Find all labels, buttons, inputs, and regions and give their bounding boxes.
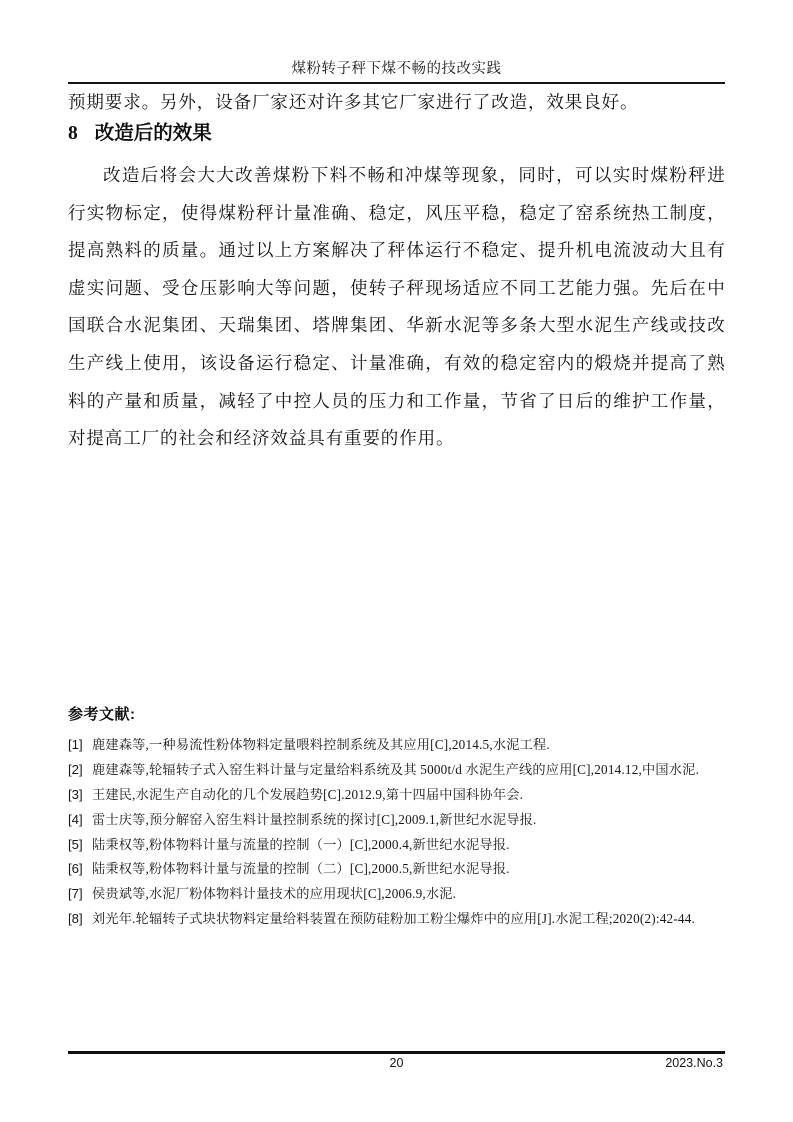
reference-number: [1] <box>68 737 83 752</box>
reference-item <box>68 808 728 833</box>
reference-text: 鹿建森等,一种易流性粉体物料定量喂料控制系统及其应用[C],2014.5,水泥工程. <box>92 737 550 752</box>
header-divider <box>68 82 725 84</box>
section-number: 8 <box>68 123 78 144</box>
reference-item <box>68 733 728 758</box>
references-heading: 参考文献: <box>68 706 136 723</box>
reference-text: 雷士庆等,预分解窑入窑生料计量控制系统的探讨[C],2009.1,新世纪水泥导报. <box>92 811 537 827</box>
reference-number: [3] <box>68 786 83 802</box>
reference-item <box>68 907 728 932</box>
reference-text: 鹿建森等,轮辐转子式入窑生料计量与定量给料系统及其 5000t/d 水泥生产线的应用[C],2014.12,中国水泥. <box>92 761 700 777</box>
reference-number: [4] <box>68 811 83 827</box>
paragraph-line: 对提高工厂的社会和经济效益具有重要的作用。 <box>68 428 455 449</box>
reference-text: 陆秉权等,粉体物料计量与流量的控制（二）[C],2000.5,新世纪水泥导报. <box>92 861 510 877</box>
issue-label: 2023.No.3 <box>665 1056 723 1070</box>
paragraph-line: 虚实问题、受仓压影响大等问题，使转子秤现场适应不同工艺能力强。先后在中 <box>68 277 725 298</box>
paragraph-line: 料的产量和质量，减轻了中控人员的压力和工作量，节省了日后的维护工作量， <box>68 390 725 411</box>
reference-number: [2] <box>68 761 83 777</box>
carried-over-paragraph-line: 预期要求。另外，设备厂家还对许多其它厂家进行了改造，效果良好。 <box>68 92 639 112</box>
reference-text: 王建民,水泥生产自动化的几个发展趋势[C].2012.9,第十四届中国科协年会. <box>92 786 524 802</box>
paragraph-line: 国联合水泥集团、天瑞集团、塔牌集团、华新水泥等多条大型水泥生产线或技改 <box>68 315 725 336</box>
reference-item <box>68 833 728 858</box>
reference-number: [8] <box>68 911 83 927</box>
paragraph-line: 行实物标定，使得煤粉秤计量准确、稳定，风压平稳，稳定了窑系统热工制度， <box>68 202 725 223</box>
reference-item <box>68 882 728 907</box>
section-heading <box>68 117 725 145</box>
reference-text: 陆秉权等,粉体物料计量与流量的控制（一）[C],2000.4,新世纪水泥导报. <box>92 836 510 852</box>
reference-item <box>68 857 728 882</box>
reference-text: 侯贵斌等,水泥厂粉体物料计量技术的应用现状[C],2006.9,水泥. <box>92 886 457 902</box>
reference-number: [7] <box>68 886 83 902</box>
reference-number: [5] <box>68 836 83 852</box>
paragraph-line: 改造后将会大大改善煤粉下料不畅和冲煤等现象，同时，可以实时煤粉秤进 <box>103 165 725 185</box>
footer-divider <box>68 1051 725 1054</box>
running-header-title: 煤粉转子秤下煤不畅的技改实践 <box>291 61 502 77</box>
section-title: 改造后的效果 <box>94 122 212 144</box>
paragraph-line: 提高熟料的质量。通过以上方案解决了秤体运行不稳定、提升机电流波动大且有 <box>68 240 725 261</box>
page-number: 20 <box>389 1056 404 1070</box>
body-paragraph <box>68 157 725 458</box>
reference-number: [6] <box>68 861 83 877</box>
reference-text: 刘光年.轮辐转子式块状物料定量给料装置在预防硅粉加工粉尘爆炸中的应用[J].水泥工程;2020(2):42-44. <box>92 911 695 927</box>
reference-item <box>68 758 728 783</box>
reference-item <box>68 783 728 808</box>
paragraph-line: 生产线上使用，该设备运行稳定、计量准确，有效的稳定窑内的煅烧并提高了熟 <box>68 352 725 373</box>
references-section <box>68 703 728 932</box>
